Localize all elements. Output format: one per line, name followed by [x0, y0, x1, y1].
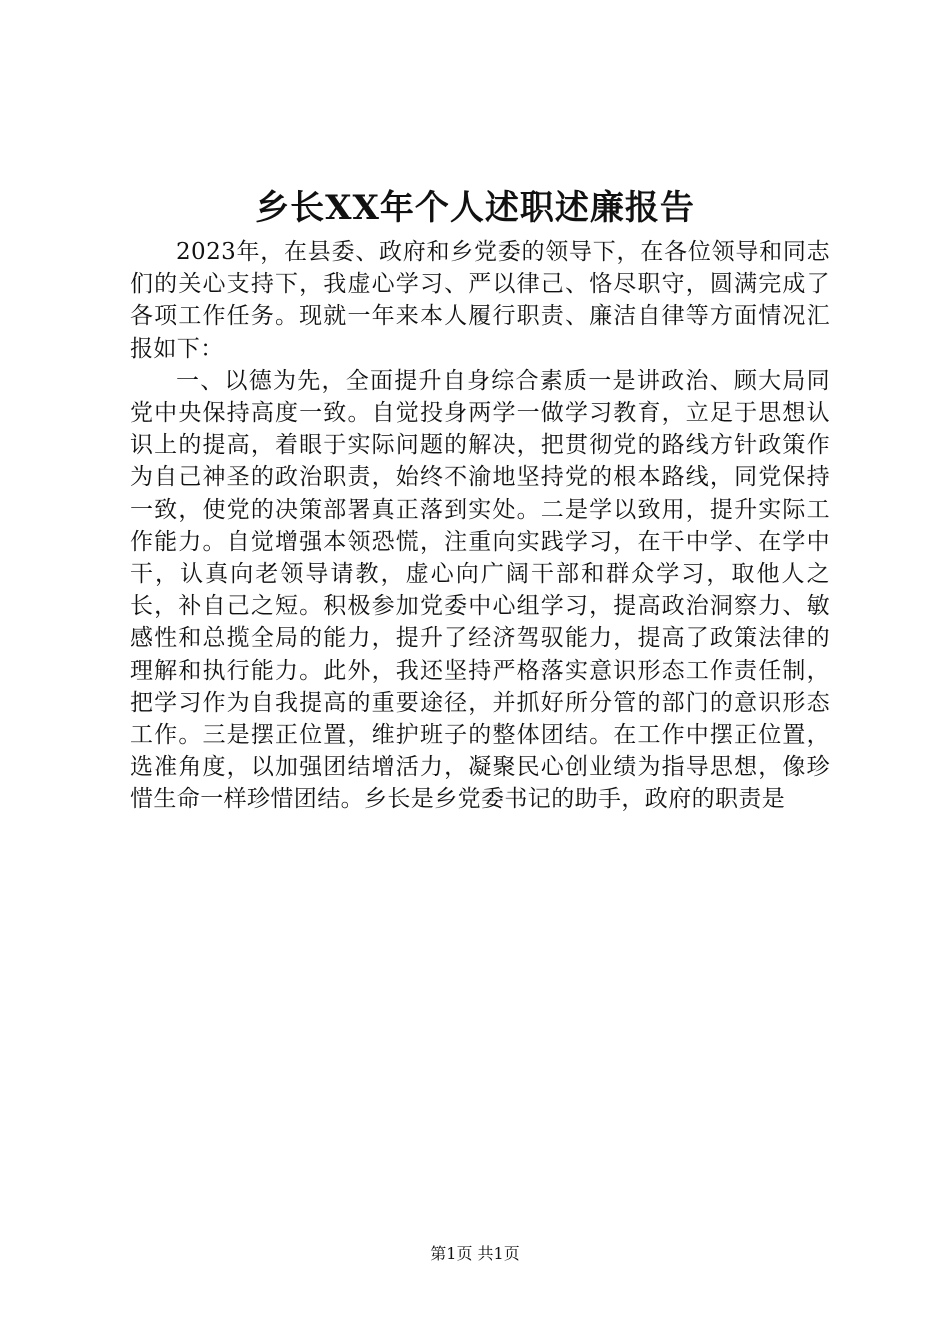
page-footer: 第1页 共1页 — [430, 1244, 520, 1263]
document-title: 乡长XX年个人述职述廉报告 — [255, 188, 695, 228]
paragraph-intro: 2023年，在县委、政府和乡党委的领导下，在各位领导和同志们的关心支持下，我虚心学习、严以律己、恪尽职守，圆满完成了各项工作任务。现就一年来本人履行职责、廉洁自律等方面情况汇报如下： — [130, 239, 830, 362]
paragraph-section-one: 一、以德为先，全面提升自身综合素质一是讲政治、顾大局同党中央保持高度一致。自觉投身两学一做学习教育，立足于思想认识上的提高，着眼于实际问题的解决，把贯彻党的路线方针政策作为自己神圣的政治职责，始终不渝地坚持党的根本路线，同党保持一致，使党的决策部署真正落到实处。二是学以致用，提升实际工作能力。自觉增强本领恐慌，注重向实践学习，在干中学、在学中干，认真向老领导请教，虚心向广阔干部和群众学习，取他人之长，补自己之短。积极参加党委中心组学习，提高政治洞察力、敏感性和总揽全局的能力，提升了经济驾驭能力，提高了政策法律的理解和执行能力。此外，我还坚持严格落实意识形态工作责任制，把学习作为自我提高的重要途径，并抓好所分管的部门的意识形态工作。三是摆正位置，维护班子的整体团结。在工作中摆正位置，选准角度，以加强团结增活力，凝聚民心创业绩为指导思想，像珍惜生命一样珍惜团结。乡长是乡党委书记的助手，政府的职责是 — [130, 367, 830, 813]
document-body — [130, 236, 830, 816]
